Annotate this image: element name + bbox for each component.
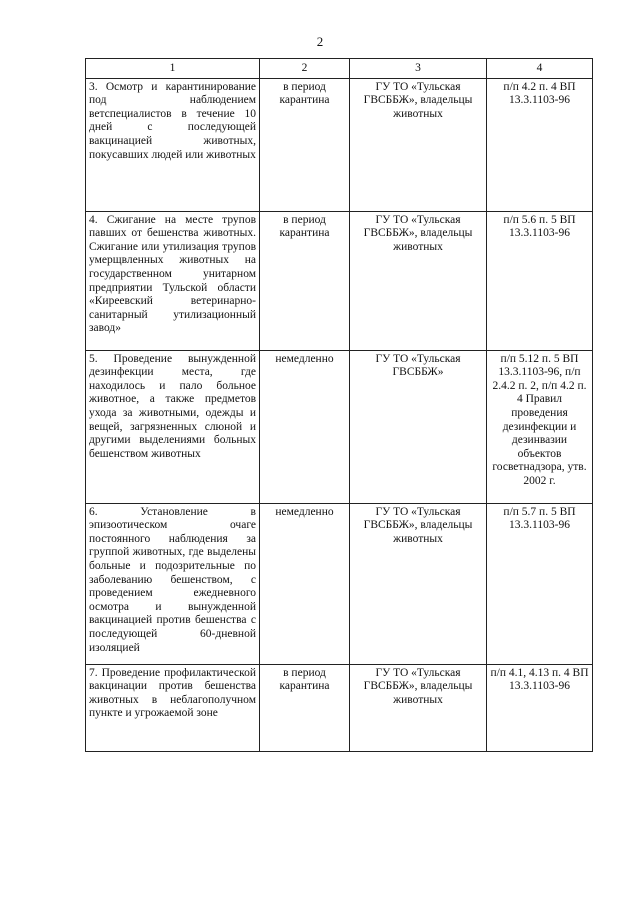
deadline-cell: немедленно: [260, 350, 350, 503]
executor-cell: ГУ ТО «Тульская ГВСББЖ», владельцы животных: [350, 211, 487, 350]
basis-cell: п/п 5.12 п. 5 ВП 13.3.1103-96, п/п 2.4.2 п. 2, п/п 4.2 п. 4 Правил проведения дезинфекции и дезинвазии объектов госветнадзора, утв. 2002 г.: [487, 350, 593, 503]
basis-cell: п/п 5.6 п. 5 ВП 13.3.1103-96: [487, 211, 593, 350]
deadline-cell: в период карантина: [260, 78, 350, 211]
executor-cell: ГУ ТО «Тульская ГВСББЖ», владельцы животных: [350, 78, 487, 211]
basis-cell: п/п 4.1, 4.13 п. 4 ВП 13.3.1103-96: [487, 664, 593, 751]
measure-cell: 3. Осмотр и карантинирование под наблюдением ветспециалистов в течение 10 дней с последующей вакцинацией животных, покусавших людей или животных: [86, 78, 260, 211]
measures-table: [85, 58, 593, 752]
measure-cell: 7. Проведение профилактической вакцинации против бешенства животных в неблагополучном пункте и угрожаемой зоне: [86, 664, 260, 751]
table-row: [86, 664, 593, 751]
table-row: [86, 211, 593, 350]
executor-cell: ГУ ТО «Тульская ГВСББЖ», владельцы животных: [350, 503, 487, 664]
measure-cell: 4. Сжигание на месте трупов павших от бешенства животных. Сжигание или утилизация трупов умерщвленных животных на государственном унитарном предприятии Тульской области «Киреевский ветеринарно-санитарный утилизационный завод»: [86, 211, 260, 350]
executor-cell: ГУ ТО «Тульская ГВСББЖ», владельцы животных: [350, 664, 487, 751]
table-header-row: [86, 59, 593, 79]
deadline-cell: немедленно: [260, 503, 350, 664]
table-row: [86, 350, 593, 503]
column-header-4: 4: [487, 59, 593, 79]
column-header-2: 2: [260, 59, 350, 79]
deadline-cell: в период карантина: [260, 664, 350, 751]
basis-cell: п/п 4.2 п. 4 ВП 13.3.1103-96: [487, 78, 593, 211]
table-row: [86, 78, 593, 211]
table-row: [86, 503, 593, 664]
deadline-cell: в период карантина: [260, 211, 350, 350]
measure-cell: 5. Проведение вынужденной дезинфекции места, где находилось и пало больное животное, а также предметов ухода за животными, одежды и вещей, загрязненных слюной и другими выделениями больных бешенством животных: [86, 350, 260, 503]
measure-cell: 6. Установление в эпизоотическом очаге постоянного наблюдения за группой животных, где выделены больные и подозрительные по заболеванию бешенством, с проведением ежедневного осмотра и вынужденной вакцинацией против бешенства с последующей 60-дневной изоляцией: [86, 503, 260, 664]
page-number: 2: [316, 34, 324, 49]
column-header-1: 1: [86, 59, 260, 79]
executor-cell: ГУ ТО «Тульская ГВСББЖ»: [350, 350, 487, 503]
column-header-3: 3: [350, 59, 487, 79]
basis-cell: п/п 5.7 п. 5 ВП 13.3.1103-96: [487, 503, 593, 664]
